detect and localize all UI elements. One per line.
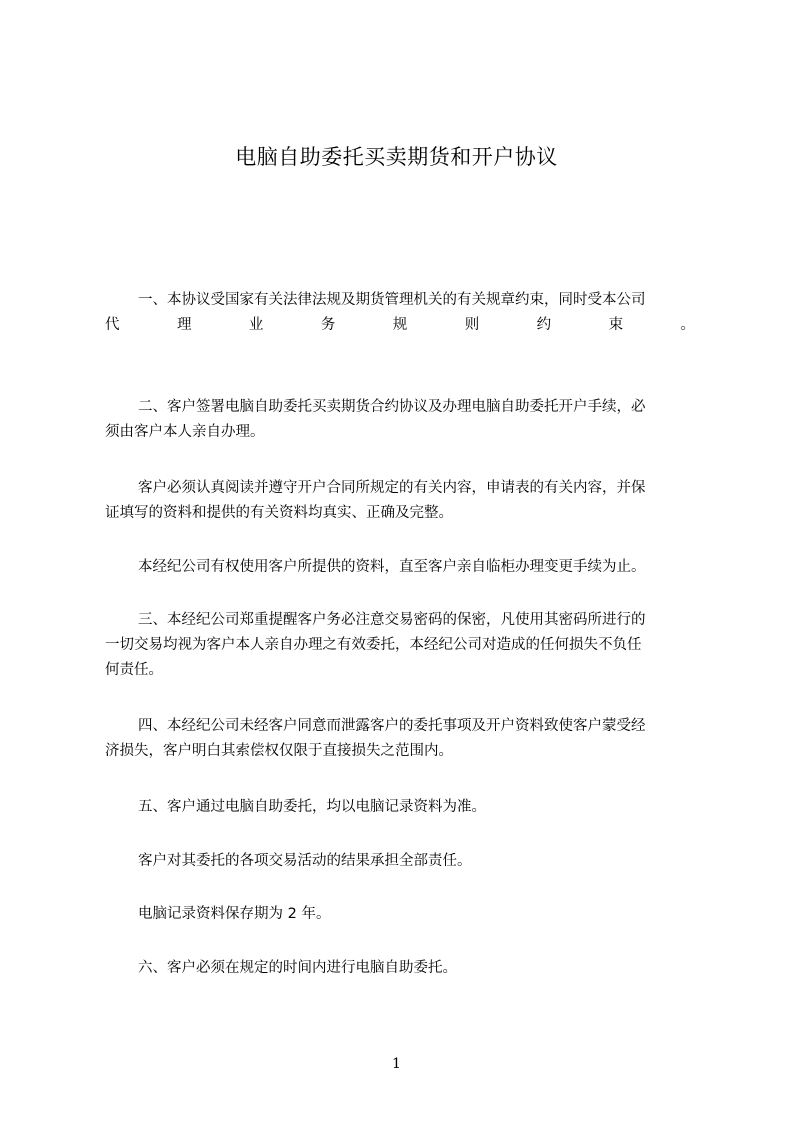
paragraph-line-distributed: [105, 313, 701, 338]
paragraph-clause-4: [105, 714, 701, 764]
paragraph-line: 三、本经纪公司郑重提醒客户务必注意交易密码的保密，凡使用其密码所进行的: [138, 612, 646, 628]
distributed-char: 业: [248, 317, 264, 333]
paragraph-clause-2-detail: [105, 476, 701, 526]
document-title: 电脑自助委托买卖期货和开户协议: [235, 145, 558, 169]
paragraph-clause-1: [105, 288, 701, 338]
paragraph-line: 电脑记录资料保存期为 2 年。: [138, 906, 331, 922]
paragraph-line: 四、本经纪公司未经客户同意而泄露客户的委托事项及开户资料致使客户蒙受经: [138, 718, 646, 734]
paragraph-line: 一切交易均视为客户本人亲自办理之有效委托，本经纪公司对造成的任何损失不负任: [105, 637, 642, 653]
distributed-char: 务: [320, 317, 336, 333]
paragraph-line: 五、客户通过电脑自助委托，均以电脑记录资料为准。: [138, 799, 486, 815]
paragraph-line: 证填写的资料和提供的有关资料均真实、正确及完整。: [105, 505, 453, 521]
distributed-char: 则: [464, 317, 480, 333]
distributed-char: 束: [608, 317, 624, 333]
paragraph-line: 何责任。: [105, 662, 163, 678]
paragraph-line: 客户对其委托的各项交易活动的结果承担全部责任。: [138, 853, 472, 869]
distributed-char: 约: [536, 317, 552, 333]
paragraph-clause-2: [105, 395, 701, 445]
paragraph-clause-5-responsibility: [105, 849, 701, 874]
distributed-char: 理: [176, 317, 192, 333]
page-number: 1: [392, 1056, 401, 1072]
paragraph-line: 六、客户必须在规定的时间内进行电脑自助委托。: [138, 960, 457, 976]
paragraph-line: 须由客户本人亲自办理。: [105, 424, 265, 440]
paragraph-line: 本经纪公司有权使用客户所提供的资料，直至客户亲自临柜办理变更手续为止。: [138, 559, 646, 575]
paragraph-line: 客户必须认真阅读并遵守开户合同所规定的有关内容，申请表的有关内容，并保: [138, 480, 646, 496]
paragraph-clause-2-data-use: [105, 555, 701, 580]
paragraph-line: 济损失，客户明白其索偿权仅限于直接损失之范围内。: [105, 743, 453, 759]
distributed-char: 规: [392, 317, 408, 333]
distributed-char: 。: [680, 317, 695, 333]
distributed-char: 代: [105, 317, 120, 333]
paragraph-line: 一、本协议受国家有关法律法规及期货管理机关的有关规章约束，同时受本公司: [138, 292, 646, 308]
paragraph-clause-3: [105, 608, 701, 683]
paragraph-clause-5: [105, 795, 701, 820]
paragraph-clause-5-retention: [105, 902, 701, 927]
paragraph-line: 二、客户签署电脑自助委托买卖期货合约协议及办理电脑自助委托开户手续，必: [138, 399, 646, 415]
paragraph-clause-6: [105, 956, 701, 981]
